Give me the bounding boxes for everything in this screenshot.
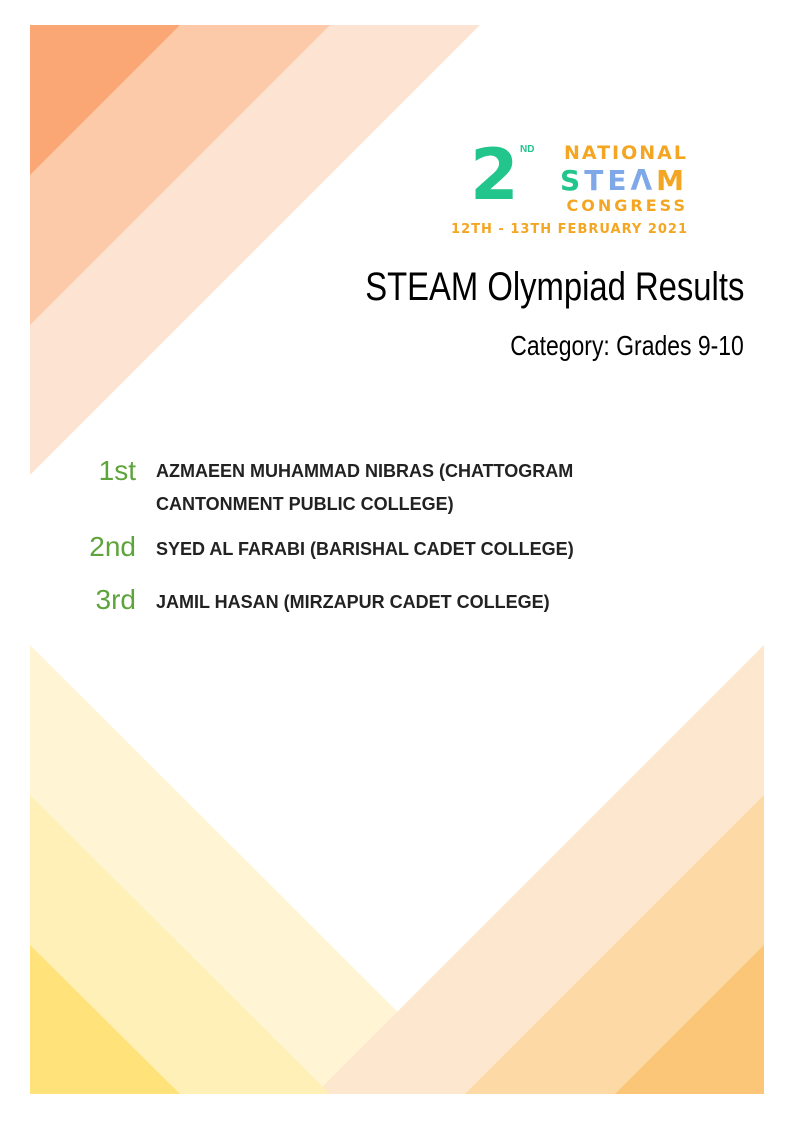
result-rank: 2nd xyxy=(89,531,136,562)
logo-national: NATIONAL xyxy=(563,142,688,164)
result-rank: 1st xyxy=(98,455,136,486)
logo-number: 2 xyxy=(470,134,519,216)
logo-letter-e: E xyxy=(607,164,631,197)
page-title: STEAM Olympiad Results xyxy=(364,265,744,309)
logo-letter-s: S xyxy=(560,164,585,197)
logo-superscript: ND xyxy=(520,144,535,155)
result-name: JAMIL HASAN (MIRZAPUR CADET COLLEGE) xyxy=(156,592,550,612)
logo-date: 12TH - 13TH FEBRUARY 2021 xyxy=(451,222,688,237)
logo-letter-m: M xyxy=(656,164,688,197)
result-rank: 3rd xyxy=(95,584,136,615)
logo-letter-t: T xyxy=(584,164,608,197)
logo-congress: CONGRESS xyxy=(566,196,688,215)
logo-letter-a: Λ xyxy=(630,164,657,197)
logo-steam xyxy=(560,164,688,197)
result-name: AZMAEEN MUHAMMAD NIBRAS (CHATTOGRAM CANTONMENT PUBLIC COLLEGE) xyxy=(156,461,574,514)
result-name: SYED AL FARABI (BARISHAL CADET COLLEGE) xyxy=(156,539,574,559)
category-subtitle: Category: Grades 9-10 xyxy=(510,330,744,361)
congress-logo xyxy=(451,134,690,240)
